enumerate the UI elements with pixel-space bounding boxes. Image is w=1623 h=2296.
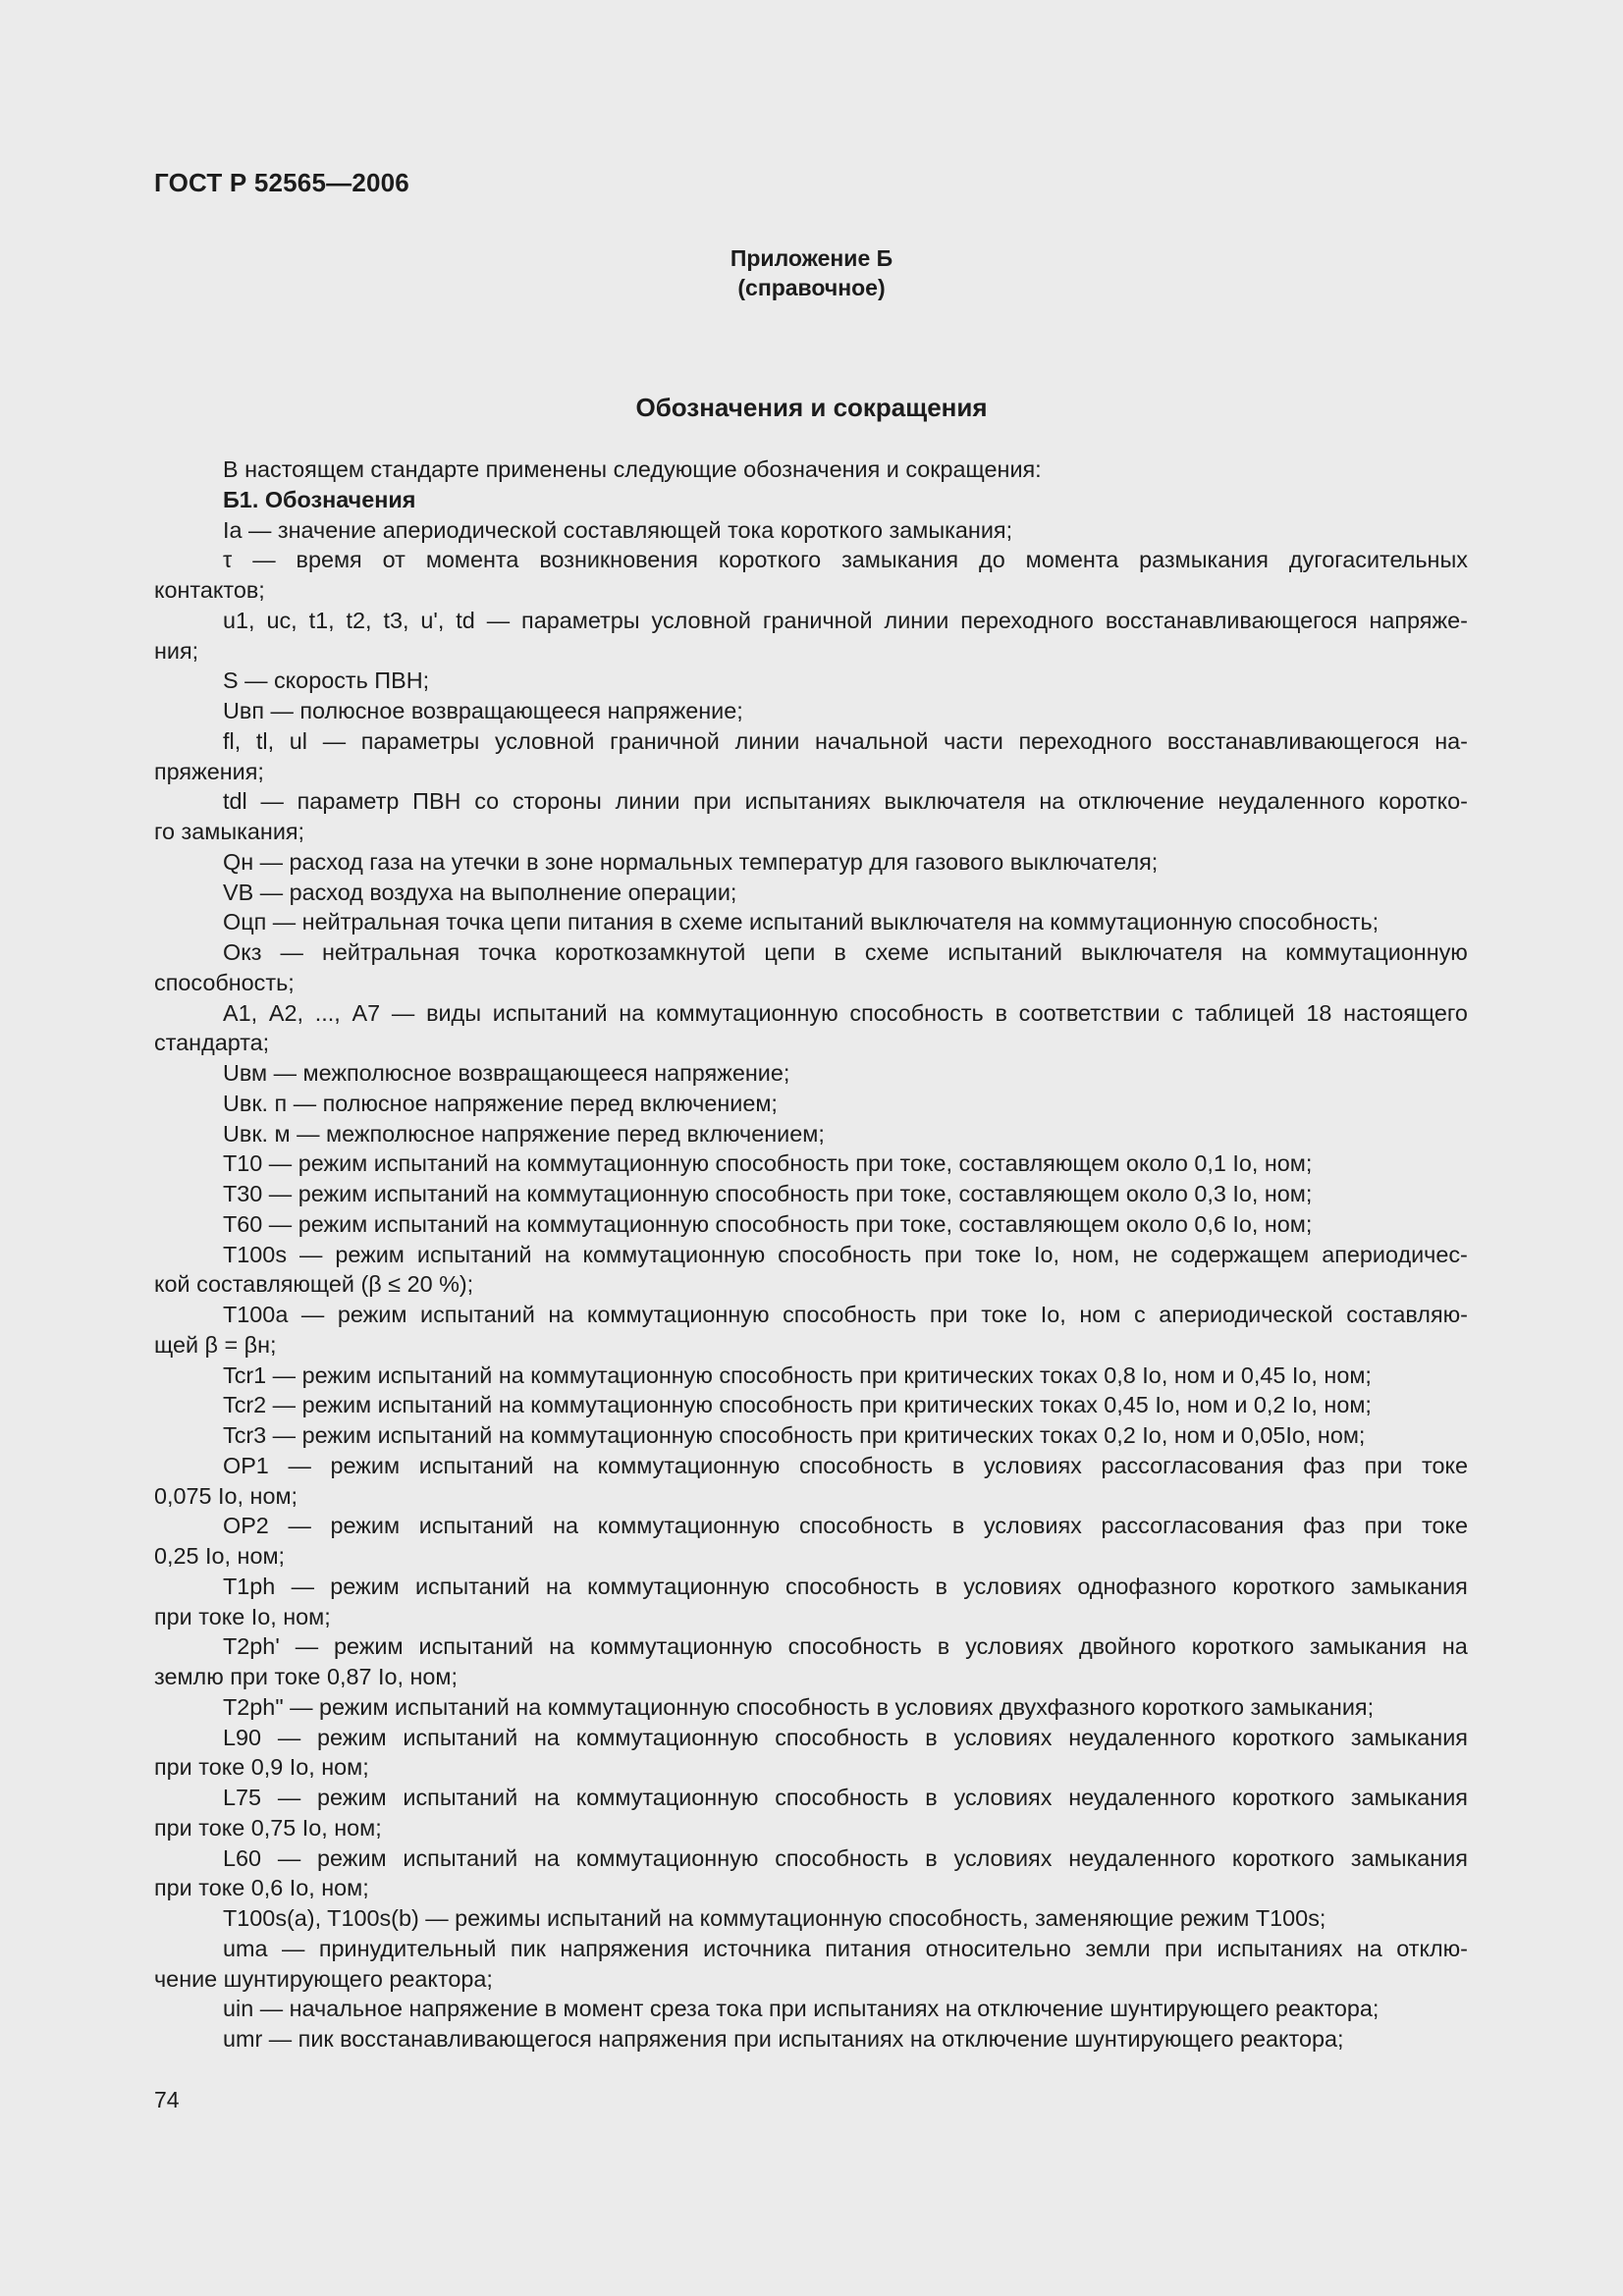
text-line: при токе 0,6 Iо, ном;: [154, 1875, 369, 1901]
text-line: В настоящем стандарте применены следующие обозначения и сокращения:: [223, 456, 1042, 482]
text-line: L60 — режим испытаний на коммутационную способность в условиях неудаленного короткого замыкания: [223, 1844, 1468, 1871]
text-line: L90 — режим испытаний на коммутационную способность в условиях неудаленного короткого замыкания: [223, 1724, 1468, 1750]
text-line: u1, uс, t1, t2, t3, u', td — параметры условной граничной линии переходного восстанавливающегося напряже-: [223, 607, 1468, 633]
text-line: контактов;: [154, 577, 265, 603]
text-line: Qн — расход газа на утечки в зоне нормальных температур для газового выключателя;: [223, 848, 1159, 875]
text-line: го замыкания;: [154, 819, 305, 844]
text-line: кой составляющей (β ≤ 20 %);: [154, 1271, 474, 1298]
text-line: T100s — режим испытаний на коммутационную способность при токе Iо, ном, не содержащем апериодичес-: [223, 1241, 1468, 1267]
text-line: T100a — режим испытаний на коммутационную способность при токе Iо, ном с апериодической составляю-: [223, 1302, 1468, 1327]
text-line: umr — пик восстанавливающегося напряжения при испытаниях на отключение шунтирующего реактора;: [223, 2026, 1344, 2052]
section-title: Обозначения и сокращения: [635, 393, 988, 422]
text-line: T30 — режим испытаний на коммутационную способность при токе, составляющем около 0,3 Iо, ном;: [223, 1181, 1313, 1206]
text-line: tdl — параметр ПВН со стороны линии при испытаниях выключателя на отключение неудаленного коротко-: [223, 788, 1468, 815]
text-line: fl, tl, ul — параметры условной граничной линии начальной части переходного восстанавливающегося на-: [223, 727, 1468, 754]
text-line: Uвм — межполюсное возвращающееся напряжение;: [223, 1060, 790, 1086]
text-line: T2ph" — режим испытаний на коммутационную способность в условиях двухфазного короткого замыкания;: [223, 1693, 1375, 1720]
text-line: землю при токе 0,87 Iо, ном;: [154, 1664, 458, 1689]
text-line: чение шунтирующего реактора;: [154, 1965, 493, 1992]
text-line: L75 — режим испытаний на коммутационную способность в условиях неудаленного короткого замыкания: [223, 1785, 1468, 1810]
document-code: ГОСТ Р 52565—2006: [154, 168, 409, 197]
page-number: 74: [154, 2087, 180, 2112]
text-line: способность;: [154, 969, 295, 995]
document-body: [154, 454, 1468, 2055]
text-line: Tcr1 — режим испытаний на коммутационную способность при критических токах 0,8 Iо, ном и 0,45 Iо, ном;: [223, 1362, 1372, 1388]
appendix-subtitle: (справочное): [737, 275, 886, 300]
text-line: Oкз — нейтральная точка короткозамкнутой цепи в схеме испытаний выключателя на коммутационную: [223, 939, 1468, 965]
text-line: VВ — расход воздуха на выполнение операции;: [223, 879, 737, 905]
text-line: пряжения;: [154, 758, 264, 784]
text-line: щей β = βн;: [154, 1331, 277, 1358]
text-line: T1ph — режим испытаний на коммутационную способность в условиях однофазного короткого замыкания: [223, 1573, 1468, 1599]
text-line: S — скорость ПВН;: [223, 667, 430, 694]
text-line: T2ph' — режим испытаний на коммутационную способность в условиях двойного короткого замыкания на: [223, 1633, 1468, 1660]
text-line: при токе 0,75 Iо, ном;: [154, 1814, 382, 1841]
text-line: Tcr2 — режим испытаний на коммутационную способность при критических токах 0,45 Iо, ном и 0,2 Iо, ном;: [223, 1392, 1372, 1418]
text-line: Uвп — полюсное возвращающееся напряжение;: [223, 698, 743, 723]
text-line: Tcr3 — режим испытаний на коммутационную способность при критических токах 0,2 Iо, ном и 0,05Iо, ном;: [223, 1422, 1366, 1448]
text-line: стандарта;: [154, 1030, 270, 1056]
text-line: Iа — значение апериодической составляющей тока короткого замыкания;: [223, 516, 1013, 543]
text-line: T100s(a), T100s(b) — режимы испытаний на коммутационную способность, заменяющие режим T100s;: [223, 1905, 1326, 1931]
text-line: uin — начальное напряжение в момент среза тока при испытаниях на отключение шунтирующего реактора;: [223, 1996, 1380, 2022]
appendix-title: Приложение Б: [730, 245, 893, 271]
text-line: Uвк. п — полюсное напряжение перед включением;: [223, 1090, 778, 1116]
text-line: uma — принудительный пик напряжения источника питания относительно земли при испытаниях на отклю-: [223, 1935, 1468, 1961]
text-line: T60 — режим испытаний на коммутационную способность при токе, составляющем около 0,6 Iо, ном;: [223, 1210, 1313, 1237]
text-line: OP1 — режим испытаний на коммутационную способность в условиях рассогласования фаз при токе: [223, 1452, 1468, 1478]
text-line: ния;: [154, 637, 199, 664]
text-line: Oцп — нейтральная точка цепи питания в схеме испытаний выключателя на коммутационную способность;: [223, 909, 1380, 935]
text-line: Б1. Обозначения: [223, 486, 416, 512]
text-line: 0,25 Iо, ном;: [154, 1543, 286, 1569]
text-line: при токе 0,9 Iо, ном;: [154, 1754, 369, 1781]
text-line: A1, A2, ..., A7 — виды испытаний на коммутационную способность в соответствии с таблицей 18 настоящего: [223, 999, 1468, 1026]
text-line: 0,075 Iо, ном;: [154, 1482, 298, 1509]
text-line: Uвк. м — межполюсное напряжение перед включением;: [223, 1120, 825, 1147]
text-line: τ — время от момента возникновения короткого замыкания до момента размыкания дугогасительных: [223, 547, 1468, 573]
text-line: при токе Iо, ном;: [154, 1603, 331, 1629]
text-line: T10 — режим испытаний на коммутационную способность при токе, составляющем около 0,1 Iо, ном;: [223, 1150, 1313, 1177]
text-line: OP2 — режим испытаний на коммутационную способность в условиях рассогласования фаз при токе: [223, 1513, 1468, 1539]
